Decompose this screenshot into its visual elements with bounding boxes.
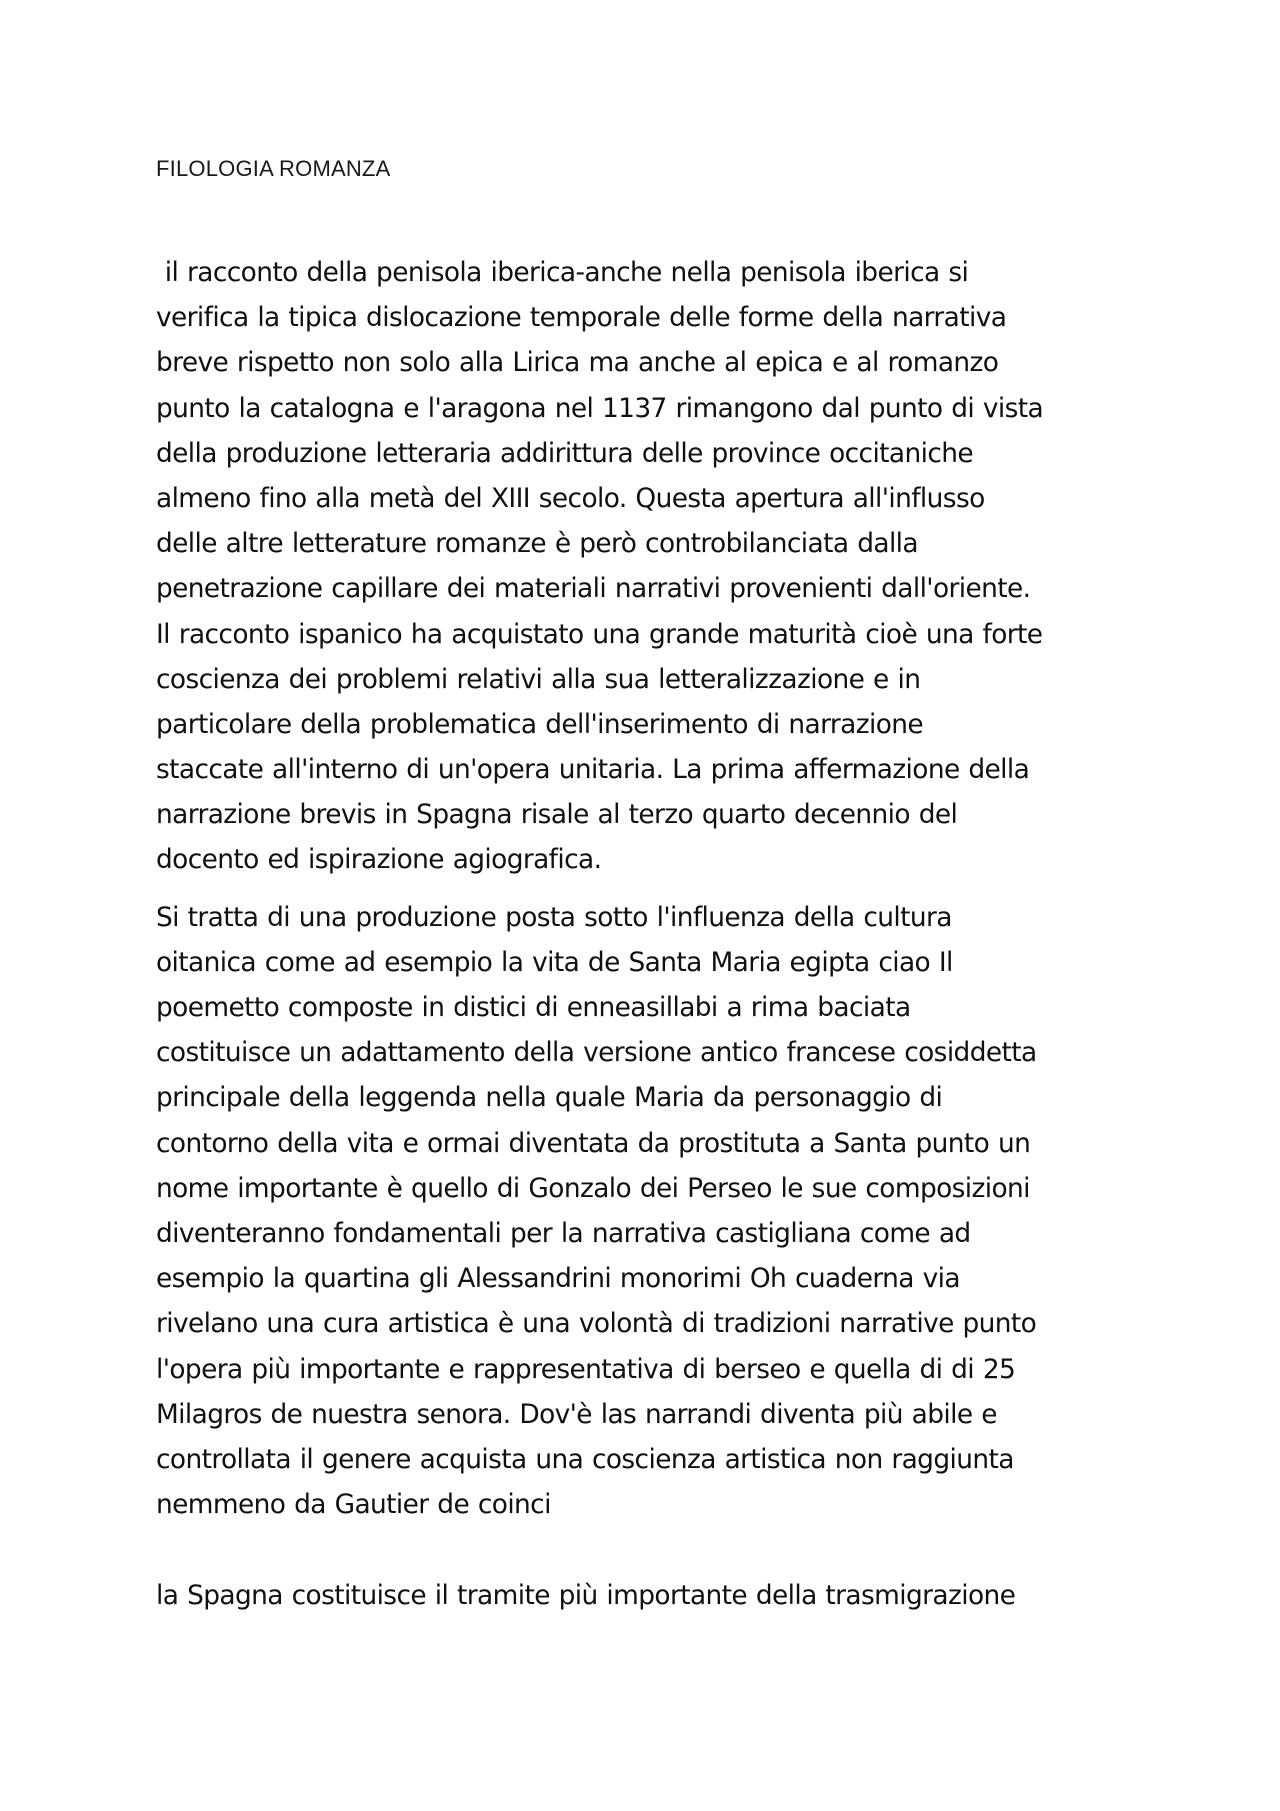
text-line: contorno della vita e ormai diventata da prostituta a Santa punto un bbox=[156, 1127, 1031, 1159]
text-line: almeno fino alla metà del XIII secolo. Questa apertura all'influsso bbox=[156, 482, 985, 514]
text-line: Milagros de nuestra senora. Dov'è las narrandi diventa più abile e bbox=[156, 1398, 997, 1430]
text-line: oitanica come ad esempio la vita de Santa Maria egipta ciao Il bbox=[156, 946, 953, 978]
text-line: particolare della problematica dell'inserimento di narrazione bbox=[156, 708, 924, 740]
text-line: il racconto della penisola iberica-anche nella penisola iberica si bbox=[156, 257, 969, 288]
text-line: coscienza dei problemi relativi alla sua letteralizzazione e in bbox=[156, 663, 921, 695]
text-line: della produzione letteraria addirittura delle province occitaniche bbox=[156, 437, 974, 469]
paragraph-3 bbox=[156, 1573, 1156, 1618]
document-header: FILOLOGIA ROMANZA bbox=[156, 156, 391, 181]
text-line: diventeranno fondamentali per la narrativa castigliana come ad bbox=[156, 1217, 971, 1249]
text-line: controllata il genere acquista una coscienza artistica non raggiunta bbox=[156, 1443, 1014, 1475]
text-line: costituisce un adattamento della versione antico francese cosiddetta bbox=[156, 1037, 1037, 1069]
paragraph-1 bbox=[156, 250, 1156, 883]
paragraph-spacing bbox=[156, 1527, 1156, 1573]
text-line: Si tratta di una produzione posta sotto l'influenza della cultura bbox=[156, 901, 952, 933]
text-line: penetrazione capillare dei materiali narrativi provenienti dall'oriente. bbox=[156, 573, 1031, 605]
text-line: verifica la tipica dislocazione temporale delle forme della narrativa bbox=[156, 302, 1007, 334]
document-body bbox=[156, 250, 1156, 1618]
text-line: l'opera più importante e rappresentativa di berseo e quella di di 25 bbox=[156, 1353, 1016, 1385]
text-line: rivelano una cura artistica è una volontà di tradizioni narrative punto bbox=[156, 1308, 1037, 1340]
text-line: punto la catalogna e l'aragona nel 1137 rimangono dal punto di vista bbox=[156, 392, 1044, 424]
paragraph-spacing bbox=[156, 883, 1156, 895]
text-line: principale della leggenda nella quale Maria da personaggio di bbox=[156, 1082, 943, 1114]
text-line: la Spagna costituisce il tramite più importante della trasmigrazione bbox=[156, 1580, 1016, 1612]
text-line: narrazione brevis in Spagna risale al terzo quarto decennio del bbox=[156, 799, 958, 831]
text-line: staccate all'interno di un'opera unitaria. La prima affermazione della bbox=[156, 754, 1030, 786]
text-line: esempio la quartina gli Alessandrini monorimi Oh cuaderna via bbox=[156, 1263, 960, 1295]
text-line: breve rispetto non solo alla Lirica ma anche al epica e al romanzo bbox=[156, 347, 999, 379]
text-line: poemetto composte in distici di enneasillabi a rima baciata bbox=[156, 992, 911, 1023]
text-line: docento ed ispirazione agiografica. bbox=[156, 844, 602, 876]
text-line: delle altre letterature romanze è però controbilanciata dalla bbox=[156, 528, 918, 560]
text-line: nemmeno da Gautier de coinci bbox=[156, 1489, 551, 1521]
text-line: nome importante è quello di Gonzalo dei Perseo le sue composizioni bbox=[156, 1172, 1030, 1204]
text-line: Il racconto ispanico ha acquistato una grande maturità cioè una forte bbox=[156, 618, 1043, 650]
paragraph-2 bbox=[156, 895, 1156, 1528]
